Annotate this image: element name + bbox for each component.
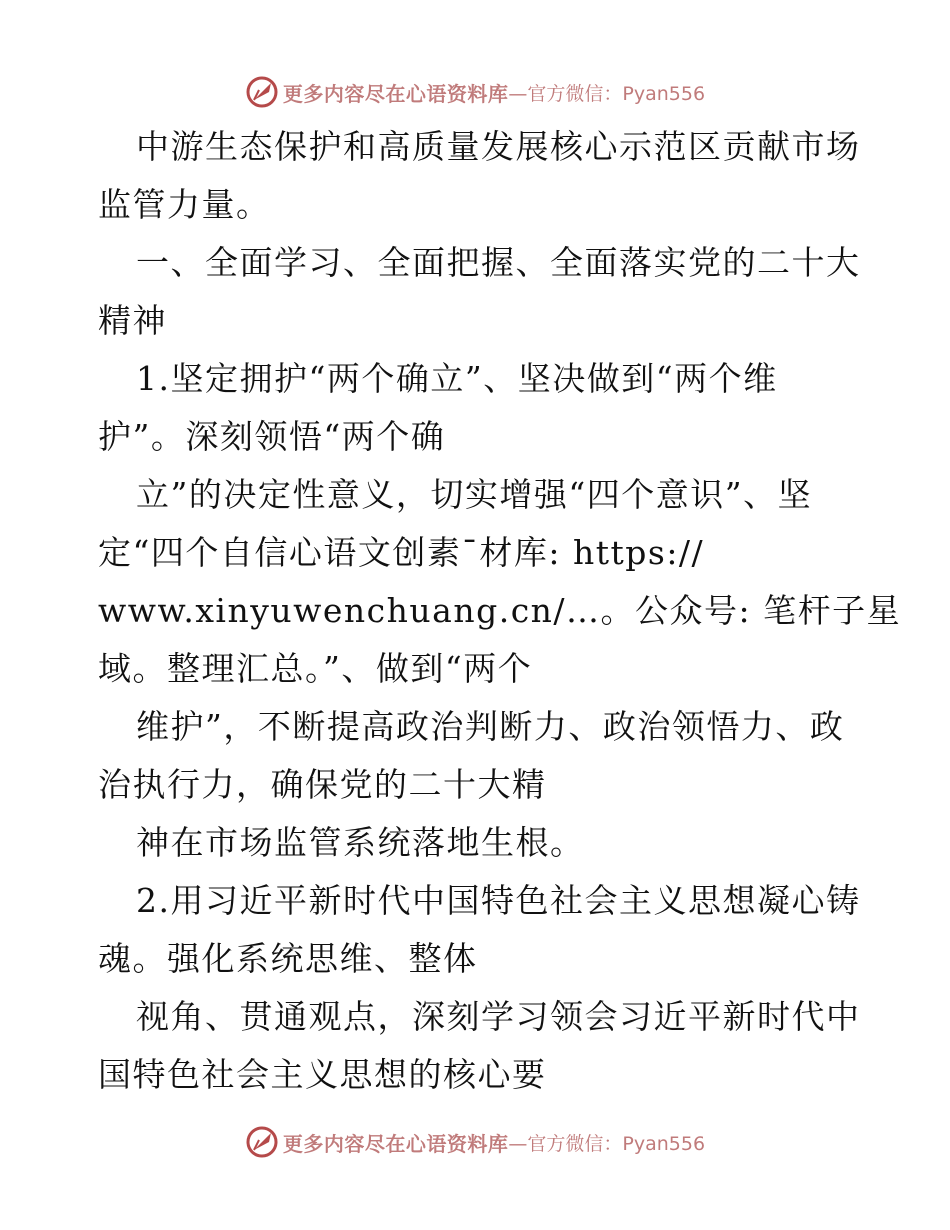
document-body (98, 118, 902, 1104)
header-banner-text: 更多内容尽在心语资料库 (282, 81, 509, 106)
header-banner (0, 72, 950, 112)
footer-banner-text: 更多内容尽在心语资料库 (282, 1131, 509, 1156)
text-line: 神在市场监管系统落地生根。 (136, 823, 585, 862)
text-line: 监管力量。 (98, 185, 271, 224)
header-banner-contact: —官方微信：Pyan556 (508, 82, 706, 105)
text-line: 1.坚定拥护“两个确立”、坚决做到“两个维 (136, 359, 778, 398)
footer-banner (0, 1122, 950, 1162)
text-line: 魂。强化系统思维、整体 (98, 939, 478, 978)
text-line: 定“四个自信心语文创素¯材库: https:// (98, 533, 705, 572)
text-line: 域。整理汇总。”、做到“两个 (98, 649, 533, 688)
quill-logo-icon (245, 75, 279, 109)
text-line: 维护”，不断提高政治判断力、政治领悟力、政 (136, 707, 845, 746)
quill-logo-icon (245, 1125, 279, 1159)
text-line: 视角、贯通观点，深刻学习领会习近平新时代中 (136, 997, 861, 1036)
text-line: 立”的决定性意义，切实增强“四个意识”、坚 (136, 475, 813, 514)
section-heading: 一、全面学习、全面把握、全面落实党的二十大 (136, 243, 861, 282)
text-line: 护”。深刻领悟“两个确 (98, 417, 446, 456)
text-line: 国特色社会主义思想的核心要 (98, 1055, 547, 1094)
text-line: www.xinyuwenchuang.cn/…。公众号: 笔杆子星 (98, 591, 902, 630)
text-line: 2.用习近平新时代中国特色社会主义思想凝心铸 (136, 881, 861, 920)
text-line: 治执行力，确保党的二十大精 (98, 765, 547, 804)
footer-banner-contact: —官方微信：Pyan556 (508, 1132, 706, 1155)
text-line: 中游生态保护和高质量发展核心示范区贡献市场 (136, 127, 861, 166)
section-heading-cont: 精神 (98, 301, 167, 340)
